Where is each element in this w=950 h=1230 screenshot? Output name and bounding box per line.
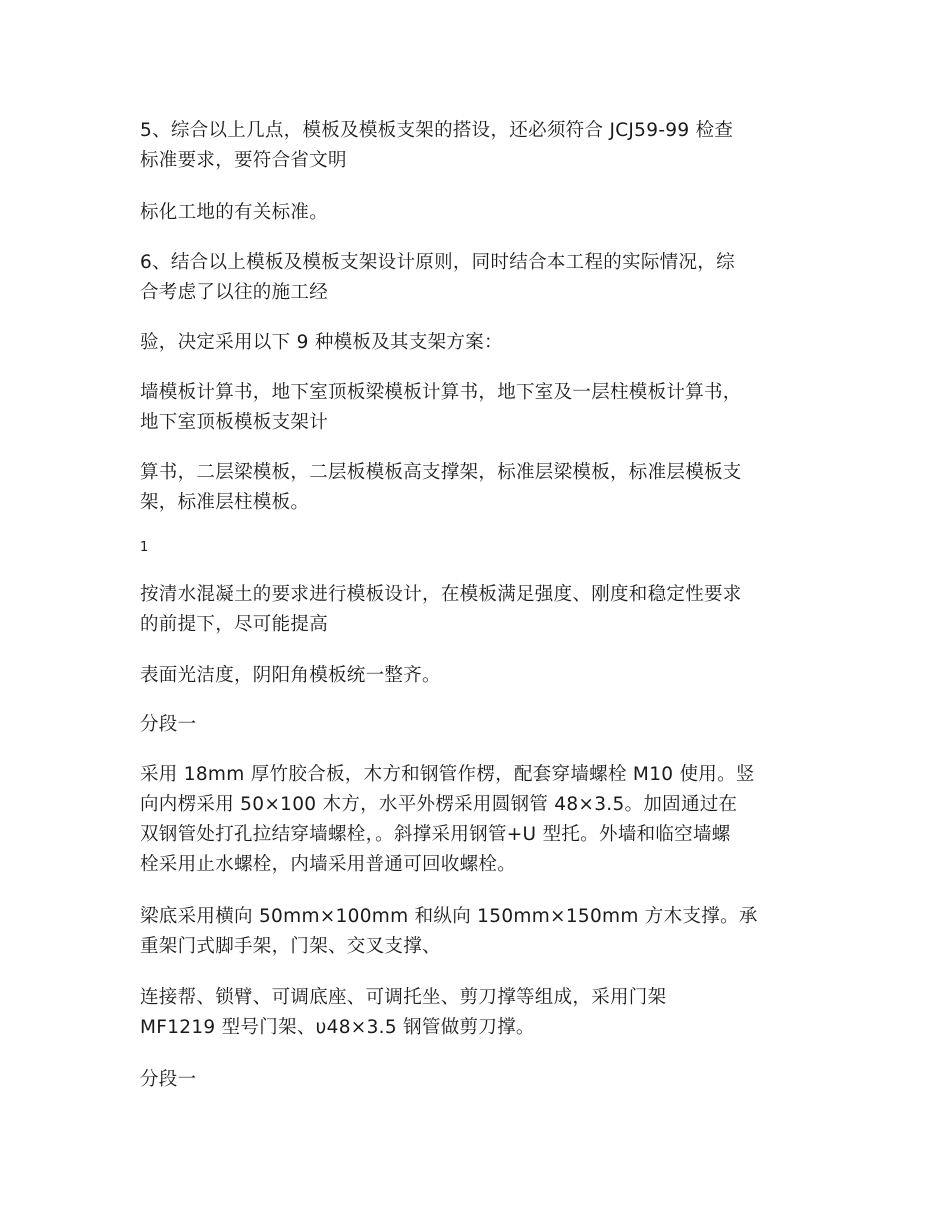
- text-line: 的前提下，尽可能提高: [140, 614, 329, 635]
- paragraph-11: [140, 902, 812, 962]
- text-line: 栓采用止水螺栓，内墙采用普通可回收螺栓。: [140, 854, 517, 875]
- paragraph-5: [140, 378, 812, 438]
- text-line: 表面光洁度，阴阳角模板统一整齐。: [140, 665, 441, 686]
- text-line: 向内楞采用 50×100 木方，水平外楞采用圆钢管 48×3.5。加固通过在: [140, 794, 738, 815]
- text-line: 双钢管处打孔拉结穿墙螺栓，。斜撑采用钢管+U 型托。外墙和临空墙螺: [140, 824, 731, 845]
- text-line: 采用 18mm 厚竹胶合板，木方和钢管作楞，配套穿墙螺栓 M10 使用。竖: [140, 764, 755, 785]
- text-line: 重架门式脚手架，门架、交叉支撑、: [140, 936, 441, 957]
- page-number: 1: [140, 540, 149, 555]
- text-line: 架，标准层柱模板。: [140, 492, 310, 513]
- text-line: 地下室顶板模板支架计: [140, 412, 329, 433]
- text-line: 分段一: [140, 1069, 197, 1090]
- paragraph-12: [140, 983, 812, 1043]
- text-line: 墙模板计算书，地下室顶板梁模板计算书，地下室及一层柱模板计算书，: [140, 382, 742, 403]
- section-heading: [140, 1065, 812, 1095]
- paragraph-4: [140, 328, 812, 358]
- text-line: 5、综合以上几点，模板及模板支架的搭设，还必须符合 JCJ59-99 检查: [140, 120, 734, 141]
- text-line: 6、结合以上模板及模板支架设计原则，同时结合本工程的实际情况，综: [140, 252, 735, 273]
- paragraph-10: [140, 760, 812, 880]
- text-line: 按清水混凝土的要求进行模板设计，在模板满足强度、刚度和稳定性要求: [140, 584, 742, 605]
- section-heading: [140, 710, 812, 740]
- text-line: 梁底采用横向 50mm×100mm 和纵向 150mm×150mm 方木支撑。承: [140, 906, 758, 927]
- text-line: 算书，二层梁模板，二层板模板高支撑架，标准层梁模板，标准层模板支: [140, 462, 742, 483]
- text-line: 合考虑了以往的施工经: [140, 282, 329, 303]
- paragraph-7: [140, 580, 812, 640]
- paragraph-6: [140, 458, 812, 518]
- paragraph-1: [140, 116, 812, 176]
- text-line: 验，决定采用以下 9 种模板及其支架方案：: [140, 332, 503, 353]
- paragraph-3: [140, 248, 812, 308]
- paragraph-8: [140, 661, 812, 691]
- text-line: 连接帮、锁臂、可调底座、可调托坐、剪刀撑等组成，采用门架: [140, 987, 667, 1008]
- paragraph-2: [140, 198, 812, 228]
- text-line: MF1219 型号门架、υ48×3.5 钢管做剪刀撑。: [140, 1017, 535, 1038]
- text-line: 标准要求，要符合省文明: [140, 150, 347, 171]
- text-line: 分段一: [140, 714, 197, 735]
- text-line: 标化工地的有关标准。: [140, 202, 329, 223]
